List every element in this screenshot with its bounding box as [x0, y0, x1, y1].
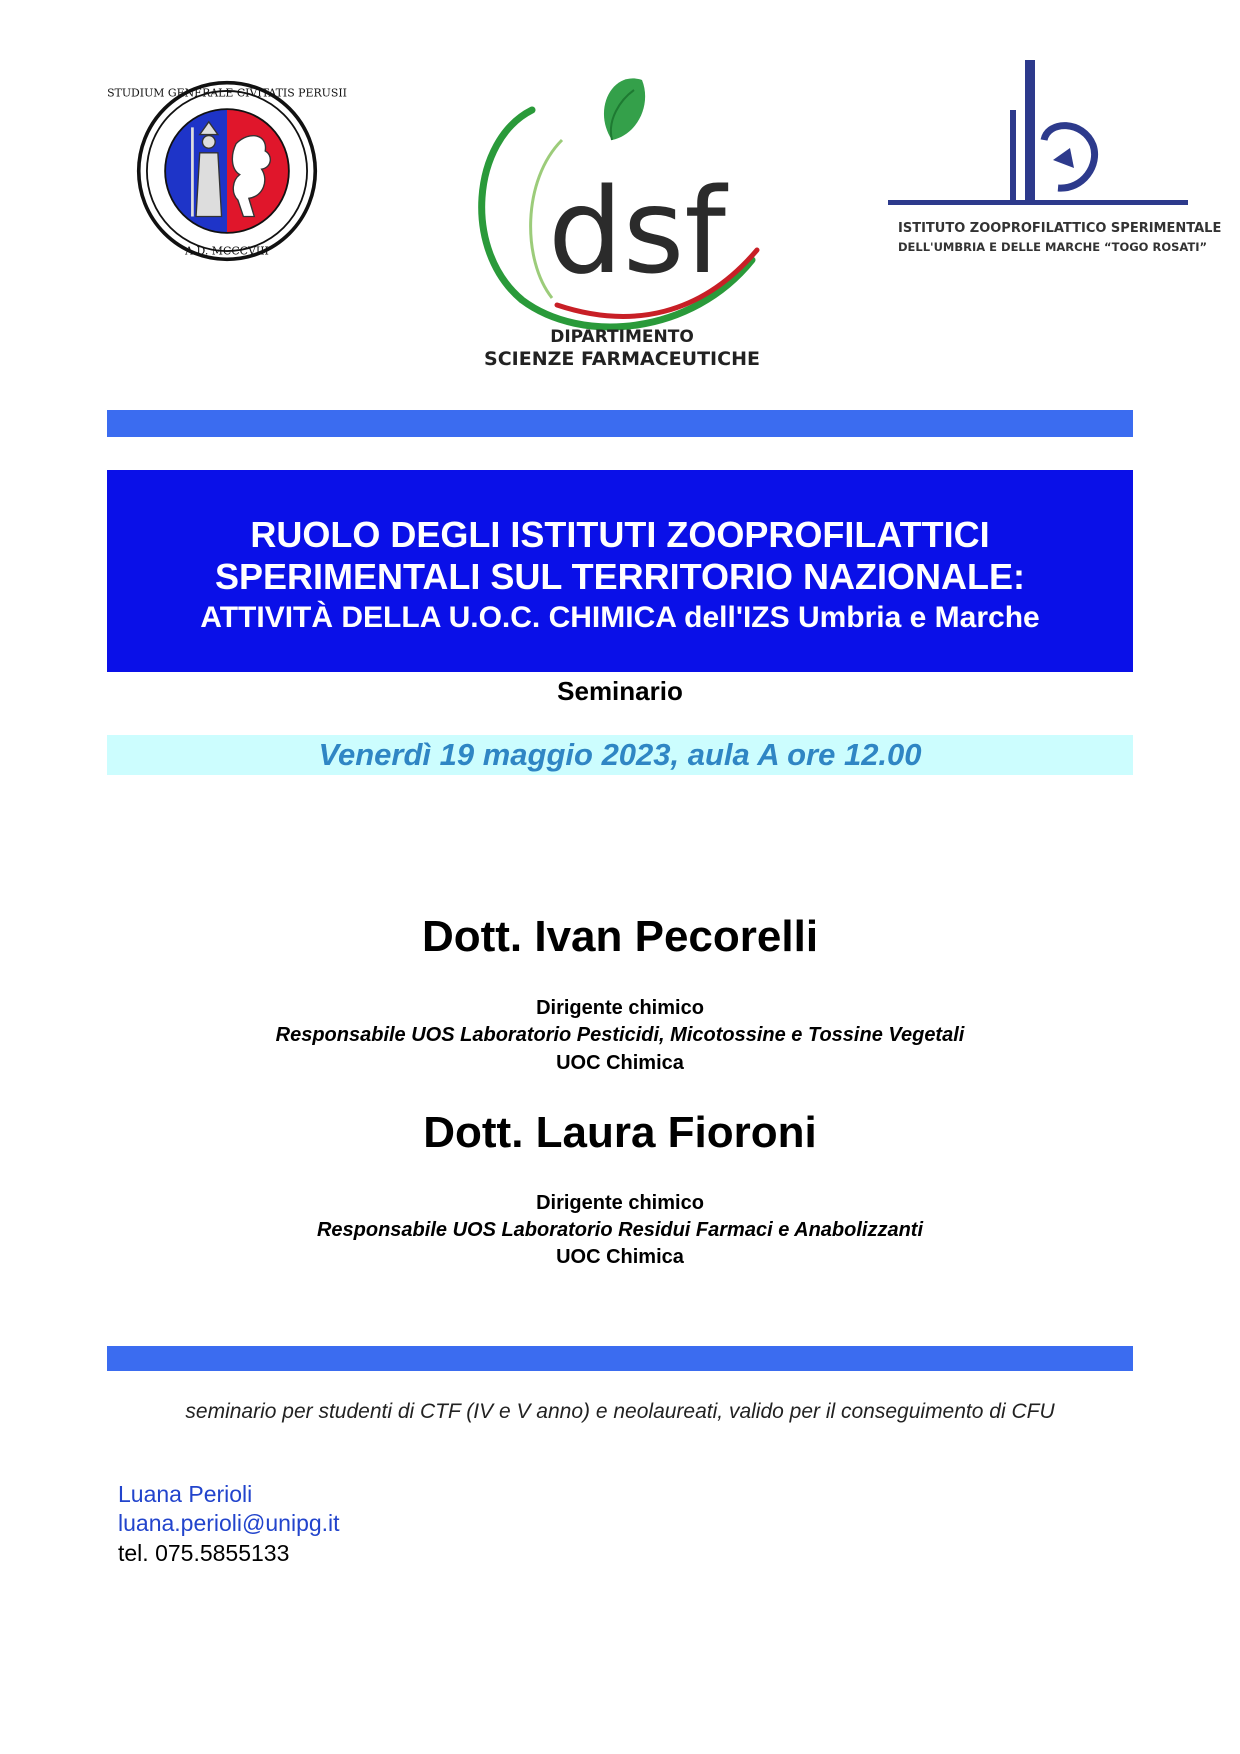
izs-line2: DELL'UMBRIA E DELLE MARCHE “TOGO ROSATI”	[898, 240, 1208, 254]
contact-phone: tel. 075.5855133	[118, 1540, 290, 1566]
footer-note: seminario per studenti di CTF (IV e V anno) e neolaureati, valido per il conseguimento di CFU	[185, 1400, 1055, 1423]
speaker-1-name: Dott. Ivan Pecorelli	[421, 912, 819, 961]
izs-line1: ISTITUTO ZOOPROFILATTICO SPERIMENTALE	[898, 221, 1222, 236]
dsf-dept-line2: SCIENZE FARMACEUTICHE	[484, 348, 760, 370]
title-line-1: RUOLO DEGLI ISTITUTI ZOOPROFILATTICI	[250, 514, 990, 555]
university-seal-icon	[107, 80, 347, 262]
speaker-1-role: Dirigente chimico	[536, 997, 704, 1019]
speaker-2-position: Responsabile UOS Laboratorio Residui Farmaci e Anabolizzanti	[316, 1219, 924, 1241]
izs-logo-icon	[878, 50, 1222, 270]
title-box	[107, 470, 1133, 672]
bottom-accent-bar	[107, 1346, 1133, 1371]
date-line: Venerdì 19 maggio 2023, aula A ore 12.00	[318, 737, 922, 772]
seal-motto: STUDIUM GENERALE CIVITATIS PERUSII	[107, 86, 347, 100]
speaker-2-name: Dott. Laura Fioroni	[423, 1108, 817, 1157]
title-line-3: ATTIVITÀ DELLA U.O.C. CHIMICA dell'IZS Umbria e Marche	[200, 601, 1040, 634]
speaker-1-position: Responsabile UOS Laboratorio Pesticidi, Micotossine e Tossine Vegetali	[275, 1024, 965, 1046]
dsf-mark: dsf	[548, 162, 726, 300]
contact-email-link[interactable]: luana.perioli@unipg.it	[118, 1510, 340, 1536]
event-type: Seminario	[557, 676, 683, 706]
speaker-2-unit: UOC Chimica	[556, 1246, 684, 1268]
title-line-2: SPERIMENTALI SUL TERRITORIO NAZIONALE:	[214, 556, 1026, 597]
top-accent-bar	[107, 410, 1133, 437]
seal-year: A.D. MCCCVIII	[185, 244, 269, 258]
contact-name: Luana Perioli	[118, 1481, 253, 1507]
dsf-dept-line1: DIPARTIMENTO	[550, 327, 694, 347]
speaker-2-role: Dirigente chimico	[536, 1192, 704, 1214]
speaker-1-unit: UOC Chimica	[556, 1052, 684, 1074]
dsf-logo-icon	[462, 50, 782, 380]
